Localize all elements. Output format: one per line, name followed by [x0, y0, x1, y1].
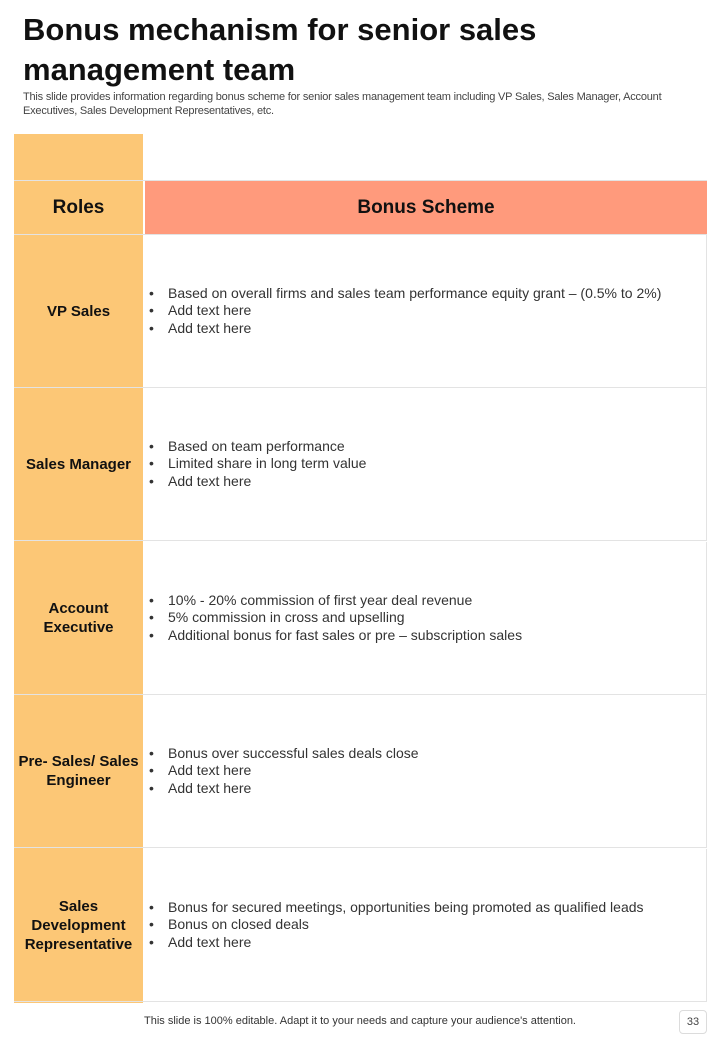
roles-header: Roles [52, 196, 105, 218]
role-cell: Sales Development Representative [24, 897, 133, 953]
scheme-list [145, 745, 419, 798]
bonus-table [14, 134, 707, 1003]
list-item: • Based on team performance [168, 438, 366, 456]
table-row [14, 235, 707, 388]
list-item: • Add text here [168, 934, 644, 952]
table-row [14, 542, 707, 695]
list-item: • Add text here [168, 762, 419, 780]
footer-note: This slide is 100% editable. Adapt it to your needs and capture your audience's attention. [144, 1015, 576, 1027]
page-subtitle: This slide provides information regarding bonus scheme for senior sales management team including VP Sales, Sales Manager, Account Executives, Sales Development Representatives, etc. [23, 91, 662, 117]
list-item: • Bonus on closed deals [168, 916, 644, 934]
scheme-cell [145, 235, 707, 387]
role-cell: Sales Manager [25, 455, 132, 473]
scheme-list [145, 285, 661, 338]
list-item: • Limited share in long term value [168, 455, 366, 473]
list-item: • 5% commission in cross and upselling [168, 609, 522, 627]
list-item: • Add text here [168, 320, 661, 338]
list-item: • Add text here [168, 780, 419, 798]
scheme-cell [145, 388, 707, 540]
list-item: • Add text here [168, 302, 661, 320]
list-item: • Bonus for secured meetings, opportunities being promoted as qualified leads [168, 899, 644, 917]
list-item: • Additional bonus for fast sales or pre – subscription sales [168, 627, 522, 645]
role-cell: Account Executive [43, 600, 114, 636]
scheme-cell [145, 849, 707, 1001]
list-item: • Add text here [168, 473, 366, 491]
table-row [14, 849, 707, 1002]
table-row [14, 695, 707, 848]
role-cell: VP Sales [46, 302, 111, 320]
bonus-scheme-header: Bonus Scheme [145, 181, 707, 234]
page-number: 33 [679, 1010, 707, 1034]
list-item: • Based on overall firms and sales team performance equity grant – (0.5% to 2%) [168, 285, 661, 303]
table-header-row [14, 180, 707, 235]
list-item: • 10% - 20% commission of first year deal revenue [168, 592, 522, 610]
scheme-cell [145, 542, 707, 694]
scheme-list [145, 899, 644, 952]
scheme-list [145, 438, 366, 491]
role-cell: Pre- Sales/ Sales Engineer [18, 753, 139, 789]
table-row [14, 388, 707, 541]
page-title: Bonus mechanism for senior sales management team [23, 12, 537, 87]
list-item: • Bonus over successful sales deals close [168, 745, 419, 763]
scheme-cell [145, 695, 707, 847]
scheme-list [145, 592, 522, 645]
